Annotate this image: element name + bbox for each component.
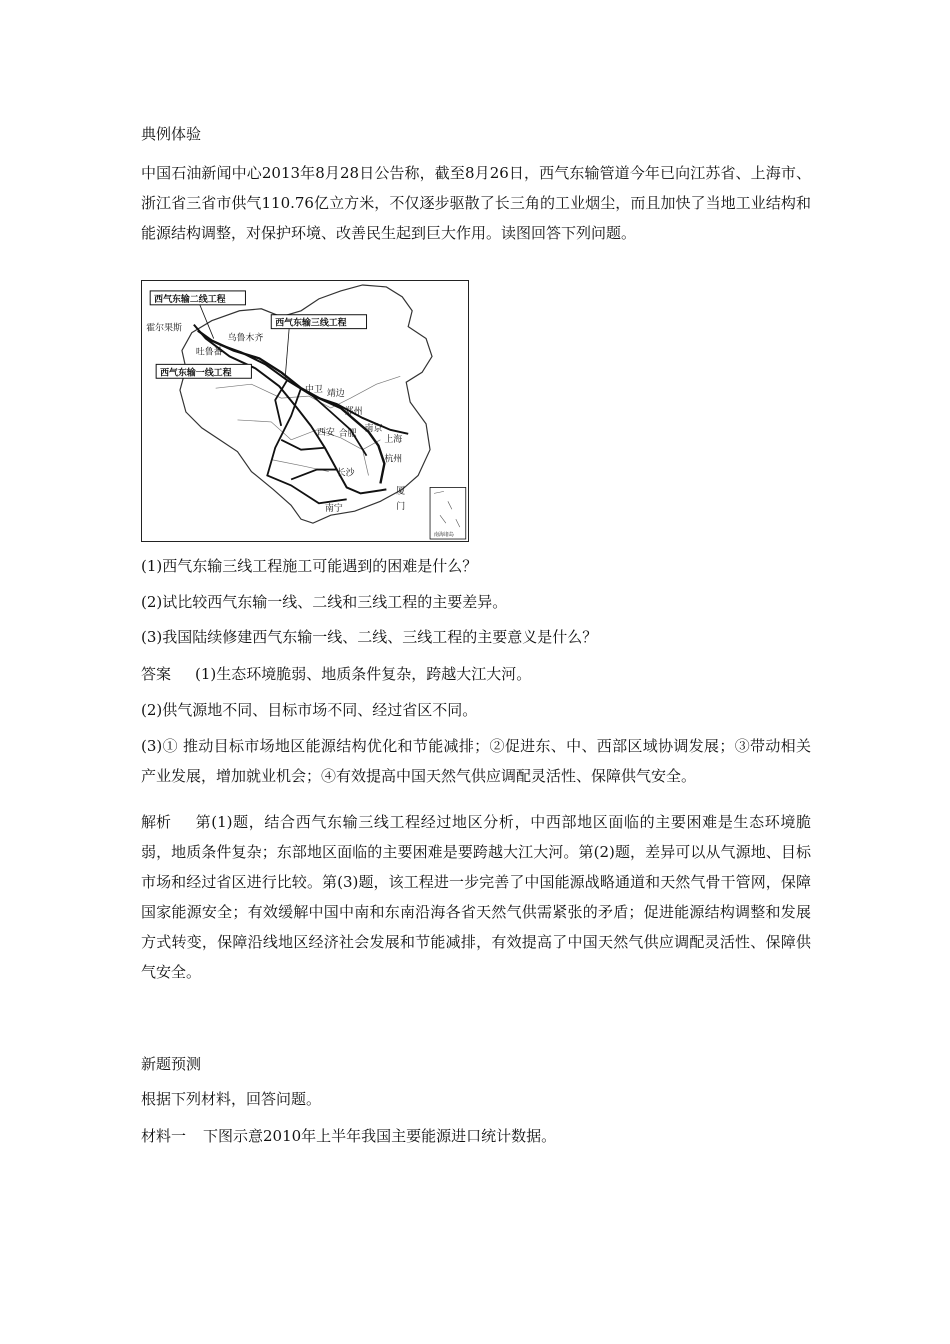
city-hangzhou: 杭州: [384, 454, 403, 465]
city-zhongwei: 中卫: [305, 385, 323, 396]
line3-label: 西气东输三线工程: [275, 318, 347, 329]
new-section-title: 新题预测: [141, 1055, 202, 1073]
city-hefei: 合肥: [338, 428, 357, 439]
city-shanghai: 上海: [384, 434, 403, 445]
intro-paragraph: 中国石油新闻中心2013年8月28日公告称，截至8月26日，西气东输管道今年已向江苏省、上海市、浙江省三省市供气110.76亿立方米，不仅逐步驱散了长三角的工业烟尘，而且加快了当地工业结构和能源结构调整，对保护环境、改善民生起到巨大作用。读图回答下列问题。: [141, 164, 811, 242]
material-label: 材料一: [141, 1127, 187, 1145]
answer-3: (3)① 推动目标市场地区能源结构优化和节能减排；②促进东、中、西部区域协调发展；③带动相关产业发展，增加就业机会；④有效提高中国天然气供应调配灵活性、保障供气安全。: [141, 737, 811, 785]
city-xian: 西安: [316, 427, 335, 438]
answer-label: 答案: [141, 665, 172, 683]
question-1: (1)西气东输三线工程施工可能遇到的困难是什么？: [141, 557, 478, 575]
pipeline-map: [141, 280, 469, 542]
material-row: [141, 1126, 556, 1146]
city-turpan: 吐鲁番: [195, 347, 223, 358]
city-horgos: 霍尔果斯: [146, 323, 182, 334]
city-jingbian: 靖边: [326, 389, 345, 400]
city-nanjing: 南京: [364, 423, 383, 434]
china-map-figure: [142, 281, 468, 541]
city-changsha: 长沙: [336, 468, 355, 479]
city-nanning: 南宁: [324, 504, 343, 515]
line1-label: 西气东输一线工程: [160, 368, 232, 379]
city-zhengzhou: 郑州: [344, 406, 363, 417]
inset-label: 南海诸岛: [434, 532, 454, 539]
city-xiamen-2: 门: [396, 502, 406, 513]
analysis-label: 解析: [141, 813, 172, 831]
answer-1-row: [141, 664, 531, 684]
question-2: (2)试比较西气东输一线、二线和三线工程的主要差异。: [141, 593, 508, 611]
question-3: (3)我国陆续修建西气东输一线、二线、三线工程的主要意义是什么？: [141, 628, 598, 646]
new-intro: 根据下列材料，回答问题。: [141, 1090, 322, 1108]
material-text: 下图示意2010年上半年我国主要能源进口统计数据。: [203, 1127, 557, 1145]
analysis-text: 第(1)题，结合西气东输三线工程经过地区分析，中西部地区面临的主要困难是生态环境脆弱，地质条件复杂；东部地区面临的主要困难是要跨越大江大河。第(2)题，差异可以从气源地、目标市场和经过省区进行比较。第(3)题，该工程进一步完善了中国能源战略通道和天然气骨干管网，保障国家能源安全；有效缓解中国中南和东南沿海各省天然气供需紧张的矛盾；促进能源结构调整和发展方式转变，保障沿线地区经济社会发展和节能减排，有效提高了中国天然气供应调配灵活性、保障供气安全。: [141, 813, 811, 981]
pipeline-branches: [267, 380, 366, 503]
line2-label: 西气东输二线工程: [154, 294, 226, 305]
city-urumqi: 乌鲁木齐: [227, 333, 264, 344]
answer-1: (1)生态环境脆弱、地质条件复杂，跨越大江大河。: [195, 665, 532, 683]
section-title: 典例体验: [141, 125, 202, 143]
answer-2: (2)供气源地不同、目标市场不同、经过省区不同。: [141, 701, 478, 719]
city-xiamen-1: 厦: [396, 486, 406, 497]
analysis-paragraph: [141, 807, 811, 987]
